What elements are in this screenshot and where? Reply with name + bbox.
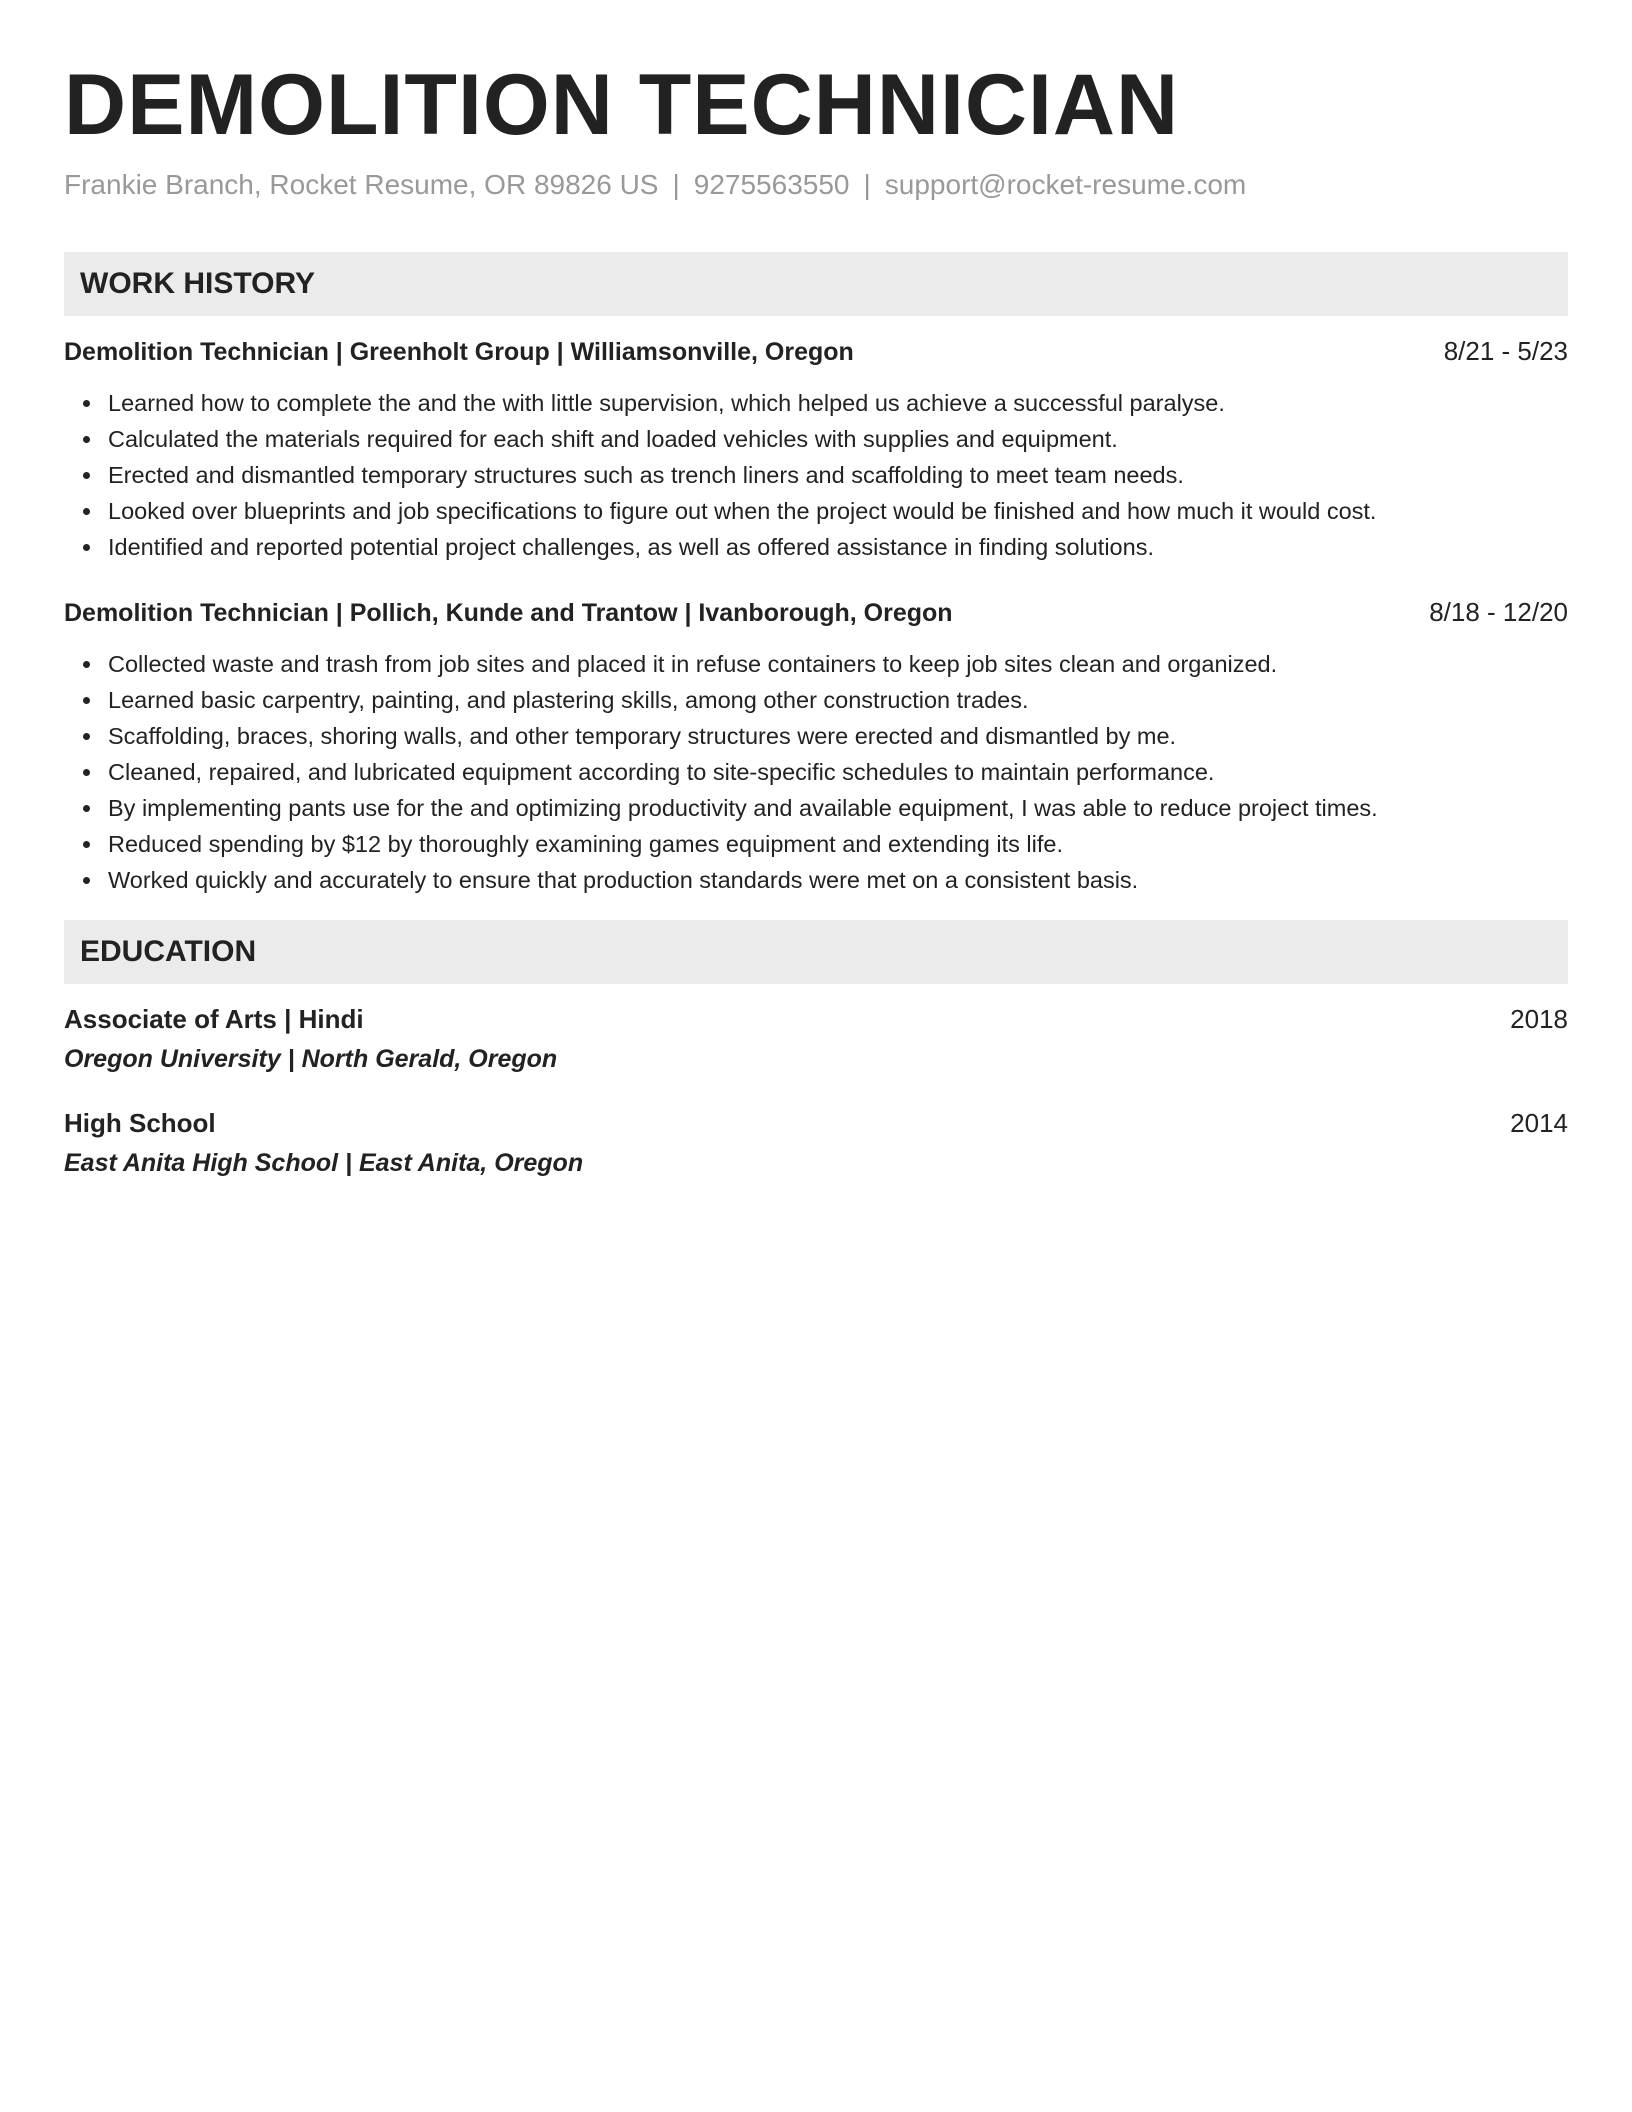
education-heading: EDUCATION [64,920,1568,984]
job-title: Demolition Technician | Greenholt Group | Williamsonville, Oregon [64,338,854,366]
job-bullets [64,385,1568,565]
job-entry [64,595,1568,898]
education-entry [64,1002,1568,1076]
list-item: By implementing pants use for the and optimizing productivity and available equipment, I was able to reduce project times. [108,790,1568,826]
job-dates: 8/18 - 12/20 [1429,597,1568,627]
contact-phone: 9275563550 [693,169,850,200]
education-header [64,1002,1568,1036]
job-bullets [64,646,1568,898]
degree: Associate of Arts | Hindi [64,1004,364,1034]
education-entry [64,1106,1568,1180]
job-title: Demolition Technician | Pollich, Kunde and Trantow | Ivanborough, Oregon [64,599,953,627]
degree: High School [64,1108,216,1138]
list-item: Learned how to complete the and the with little supervision, which helped us achieve a successful paralyse. [108,385,1568,421]
job-dates: 8/21 - 5/23 [1443,336,1568,366]
contact-separator: | [863,169,871,200]
job-entry [64,334,1568,565]
education-header [64,1106,1568,1140]
graduation-year: 2014 [1510,1108,1568,1138]
list-item: Erected and dismantled temporary structures such as trench liners and scaffolding to meet team needs. [108,457,1568,493]
list-item: Cleaned, repaired, and lubricated equipment according to site-specific schedules to maintain performance. [108,754,1568,790]
list-item: Learned basic carpentry, painting, and plastering skills, among other construction trades. [108,682,1568,718]
contact-line [64,166,1568,204]
list-item: Scaffolding, braces, shoring walls, and other temporary structures were erected and dismantled by me. [108,718,1568,754]
contact-separator: | [672,169,680,200]
work-history-heading: WORK HISTORY [64,252,1568,316]
list-item: Worked quickly and accurately to ensure that production standards were met on a consistent basis. [108,862,1568,898]
list-item: Identified and reported potential project challenges, as well as offered assistance in finding solutions. [108,529,1568,565]
contact-email: support@rocket-resume.com [884,169,1247,200]
contact-address: Frankie Branch, Rocket Resume, OR 89826 US [64,169,659,200]
school-name: East Anita High School | East Anita, Oregon [64,1149,584,1177]
job-header [64,334,1568,369]
resume-page [64,52,1568,1180]
list-item: Reduced spending by $12 by thoroughly examining games equipment and extending its life. [108,826,1568,862]
list-item: Looked over blueprints and job specifications to figure out when the project would be finished and how much it would cost. [108,493,1568,529]
list-item: Calculated the materials required for each shift and loaded vehicles with supplies and equipment. [108,421,1568,457]
job-header [64,595,1568,630]
resume-title: DEMOLITION TECHNICIAN [64,57,1180,153]
graduation-year: 2018 [1510,1004,1568,1034]
school-name: Oregon University | North Gerald, Oregon [64,1045,558,1073]
list-item: Collected waste and trash from job sites and placed it in refuse containers to keep job sites clean and organized. [108,646,1568,682]
